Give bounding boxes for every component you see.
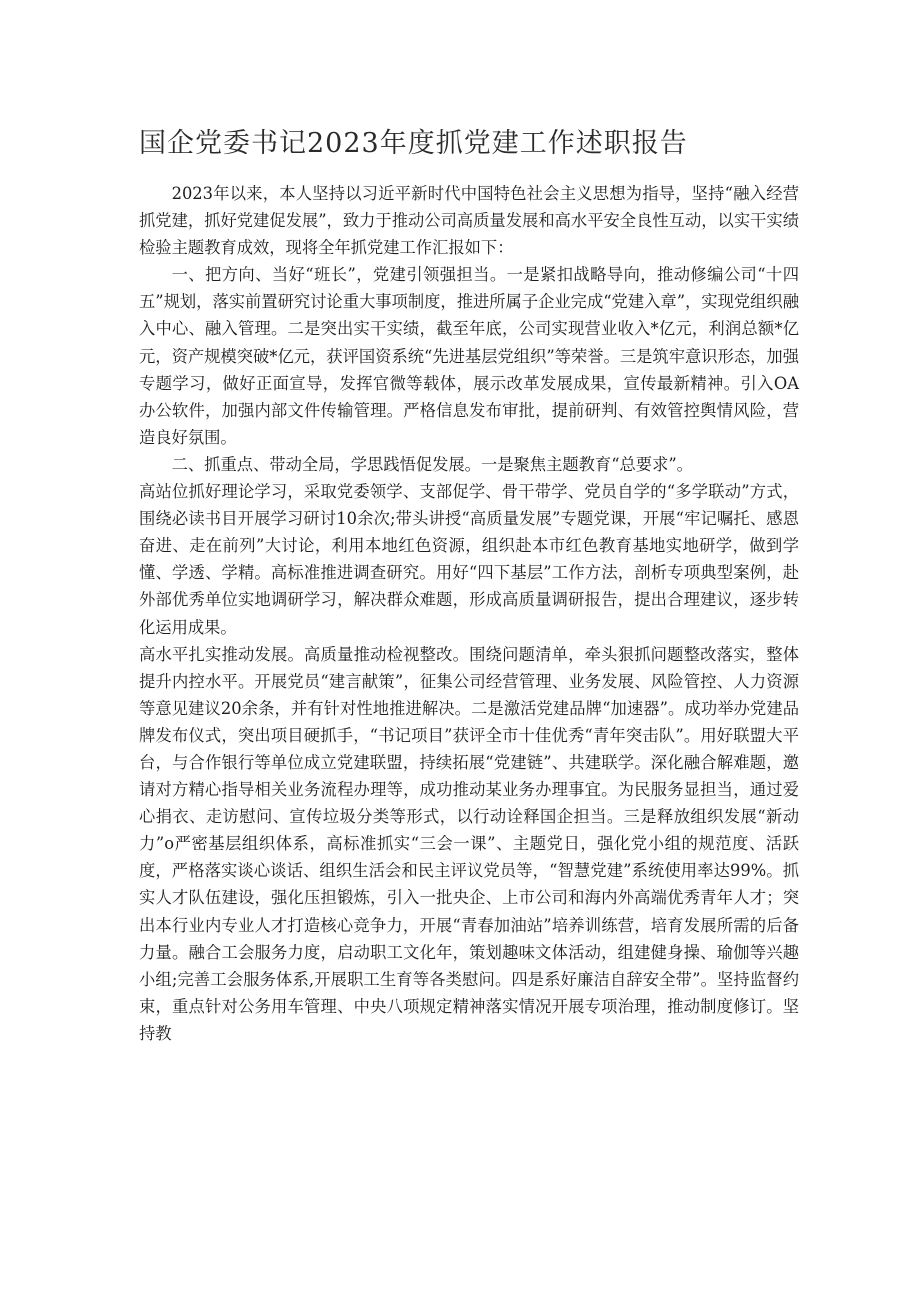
paragraph-intro: 2023年以来，本人坚持以习近平新时代中国特色社会主义思想为指导，坚持“融入经营抓党建，抓好党建促发展”，致力于推动公司高质量发展和高水平安全良性互动，以实干实绩检验主题教育成效，现将全年抓党建工作汇报如下： — [139, 184, 799, 258]
paragraph-section-2: 二、抓重点、带动全局，学思践悟促发展。一是聚焦主题教育“总要求”。 — [171, 454, 693, 474]
paragraph-section-1: 一、把方向、当好“班长”，党建引领强担当。一是紧扣战略导向，推动修编公司“十四五”规划，落实前置研究讨论重大事项制度，推进所属子企业完成“党建入章”，实现党组织融入中心、融入管理。二是突出实干实绩，截至年底，公司实现营业收入*亿元，利润总额*亿元，资产规模突破*亿元，获评国资系统“先进基层党组织”等荣誉。三是筑牢意识形态，加强专题学习，做好正面宣导，发挥官微等载体，展示改革发展成果，宣传最新精神。引入OA办公软件，加强内部文件传输管理。严格信息发布审批，提前研判、有效管控舆情风险，营造良好氛围。 — [139, 265, 799, 447]
document-title: 国企党委书记2023年度抓党建工作述职报告 — [139, 128, 688, 159]
paragraph-section-2-study: 高站位抓好理论学习，采取党委领学、支部促学、骨干带学、党员自学的“多学联动”方式，围绕必读书目开展学习研讨10余次;带头讲授“高质量发展”专题党课，开展“牢记嘱托、感恩奋进、走在前列”大讨论，利用本地红色资源，组织赴本市红色教育基地实地研学，做到学懂、学透、学精。高标准推进调查研究。用好“四下基层”工作方法，剖析专项典型案例，赴外部优秀单位实地调研学习，解决群众难题，形成高质量调研报告，提出合理建议，逐步转化运用成果。 — [139, 482, 799, 637]
paragraph-section-2-development: 高水平扎实推动发展。高质量推动检视整改。围绕问题清单，牵头狠抓问题整改落实，整体提升内控水平。开展党员“建言献策”，征集公司经营管理、业务发展、风险管控、人力资源等意见建议20余条，并有针对性地推进解决。二是激活党建品牌“加速器”。成功举办党建品牌发布仪式，突出项目硬抓手，“书记项目”获评全市十佳优秀“青年突击队”。用好联盟大平台，与合作银行等单位成立党建联盟，持续拓展“党建链”、共建联学。深化融合解难题，邀请对方精心指导相关业务流程办理等，成功推动某业务办理事宜。为民服务显担当，通过爱心捐衣、走访慰问、宣传垃圾分类等形式，以行动诠释国企担当。三是释放组织发展“新动力”o严密基层组织体系，高标准抓实“三会一课”、主题党日，强化党小组的规范度、活跃度，严格落实谈心谈话、组织生活会和民主评议党员等，“智慧党建”系统使用率达99%。抓实人才队伍建设，强化压担锻炼，引入一批央企、上市公司和海内外高端优秀青年人才；突出本行业内专业人才打造核心竞争力，开展“青春加油站”培养训练营，培育发展所需的后备力量。融合工会服务力度，启动职工文化年，策划趣味文体活动，组建健身操、瑜伽等兴趣小组;完善工会服务体系,开展职工生育等各类慰问。四是系好廉洁自辞安全带”。坚持监督约束，重点针对公务用车管理、中央八项规定精神落实情况开展专项治理，推动制度修订。坚持教 — [139, 644, 799, 1043]
document-body — [139, 180, 799, 1047]
